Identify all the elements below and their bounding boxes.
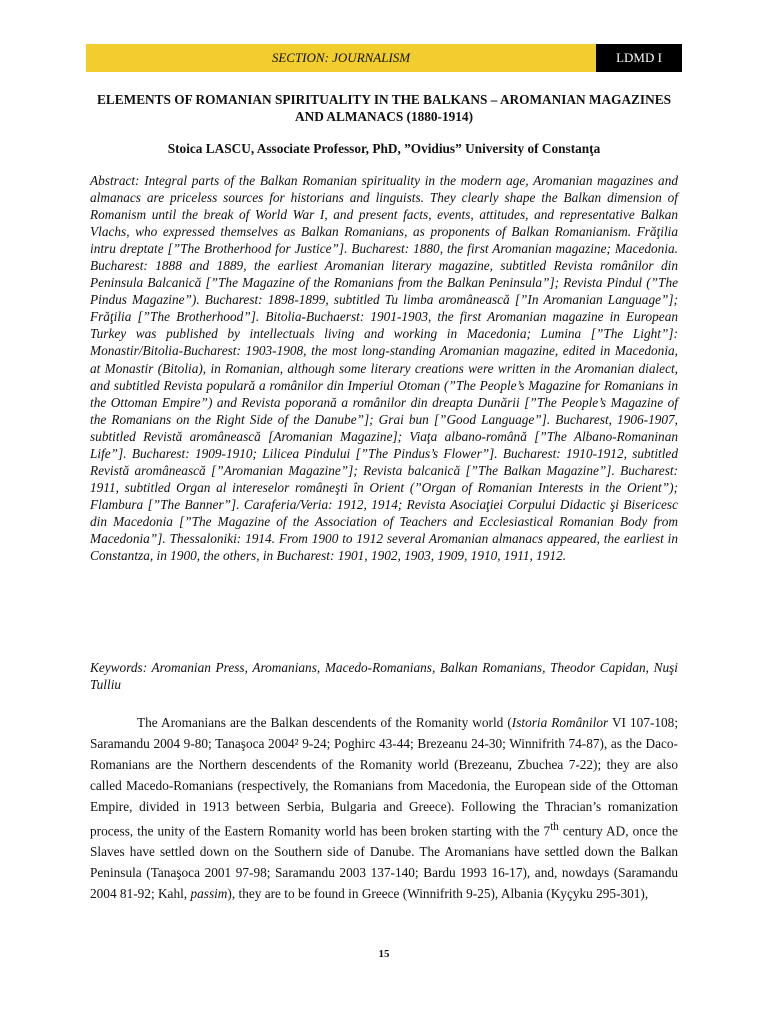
section-label: SECTION: JOURNALISM — [86, 44, 596, 72]
citation-title: Istoria Românilor — [511, 715, 609, 730]
body-text-segment: VI 107-108; Saramandu 2004 9-80; Tanaşoca 2004² 9-24; Poghirc 43-44; Brezeanu 24-30; Winnifrith 74-87), as the Daco-Romanians are the Northern descendents of the Romanity world (Brezeanu, Zbuchea 7-22); they are also called Macedo-Romanians (respectively, the Romanians from Macedonia, the European side of the Ottoman Empire, divided in 1913 between Serbia, Bulgaria and Greece). Following the Thracian’s romanization process, the unity of the Eastern Romanity world has been broken starting with the 7 — [90, 715, 679, 839]
body-text-segment: The Aromanians are the Balkan descendents of the Romanity world ( — [137, 715, 512, 730]
journal-label: LDMD I — [596, 44, 682, 72]
page-number: 15 — [378, 948, 390, 960]
body-text-segment: century AD, once the Slaves have settled down on the Southern side of Danube. The Aromanians have settled down the Balkan Peninsula (Tanaşoca 2001 97-98; Saramandu 2003 137-140; Bardu 1993 16-17), and, nowdays (Saramandu 2004 81-92; Kahl, — [90, 823, 678, 902]
ordinal-superscript: th — [550, 821, 559, 833]
abstract: Abstract: Integral parts of the Balkan Romanian spirituality in the modern age, Aromanian magazines and almanacs are priceless sources for historians and linguists. They clearly shape the Balkan dimension of Romanism until the break of World War I, and present facts, events, attitudes, and representative Balkan Vlachs, who expressed themselves as Balkan Romanians, as proponents of Balkan Romanianism. Frăţilia intru dreptate [”The Brotherhood for Justice”]. Bucharest: 1880, the first Aromanian magazine; Macedonia. Bucharest: 1888 and 1889, the earliest Aromanian literary magazine, subtitled Revista românilor din Peninsula Balcanică [”The Magazine of the Romanians from the Balkan Peninsula”]; Revista Pindul (”The Pindus Magazine”). Bucharest: 1898-1899, subtitled Tu limba aromânească [”In Aromanian Language”]; Frăţilia [”The Brotherhood”]. Bitolia-Buchaerst: 1901-1903, the first Aromanian magazine in European Turkey was published by intellectuals living and working in Macedonia; Lumina [”The Light”]: Monastir/Bitolia-Bucharest: 1903-1908, the most long-standing Aromanian magazine, edited in Macedonia, at Monastir (Bitolia), in Romanian, although some literary creations were written in the Aromanian dialect, and subtitled Revista populară a românilor din Imperiul Otoman (”The People’s Magazine for Romanians in the Ottoman Empire”) and Revista poporană a românilor din dreapta Dunării [”The People’s Magazine of the Romanians on the Right Side of the Danube”]; Grai bun [”Good Language”]. Bucharest, 1906-1907, subtitled Revistă aromânească [Aromanian Magazine]; Viaţa albano-română [”The Albano-Romaninan Life”]. Bucharest: 1909-1910; Lilicea Pindului [”The Pindus’s Flower”]. Bucharest: 1910-1912, subtitled Revistă aromânească [”Aromanian Magazine”]; Revista balcanică [”The Balkan Magazine”]. Bucharest: 1911, subtitled Organ al intereselor româneşti în Orient (”Organ of Romanian Interests in the Orient”); Flambura [”The Banner”]. Caraferia/Veria: 1912, 1914; Revista Asociaţiei Corpului Didactic şi Bisericesc din Macedonia [”The Magazine of the Association of Teachers and Ecclesiastical Romanian Body from Macedonia”]. Thessaloniki: 1914. From 1900 to 1912 several Aromanian almanacs appeared, the earliest in Constantza, in 1900, the others, in Bucharest: 1901, 1902, 1903, 1909, 1910, 1911, 1912. — [90, 173, 678, 564]
running-header — [86, 44, 682, 72]
keywords: Keywords: Aromanian Press, Aromanians, Macedo-Romanians, Balkan Romanians, Theodor Capidan, Nuşi Tulliu — [90, 660, 678, 692]
citation-passim: passim — [190, 886, 228, 902]
body-text-segment: ), they are to be found in Greece (Winnifrith 9-25), Albania (Kyçyku 295-301), — [227, 886, 649, 902]
author-line: Stoica LASCU, Associate Professor, PhD, ”Ovidius” University of Constanţa — [167, 141, 601, 156]
article-title: ELEMENTS OF ROMANIAN SPIRITUALITY IN THE BALKANS – AROMANIAN MAGAZINES AND ALMANACS (1880-1914) — [97, 92, 671, 124]
body-paragraph — [90, 712, 678, 904]
